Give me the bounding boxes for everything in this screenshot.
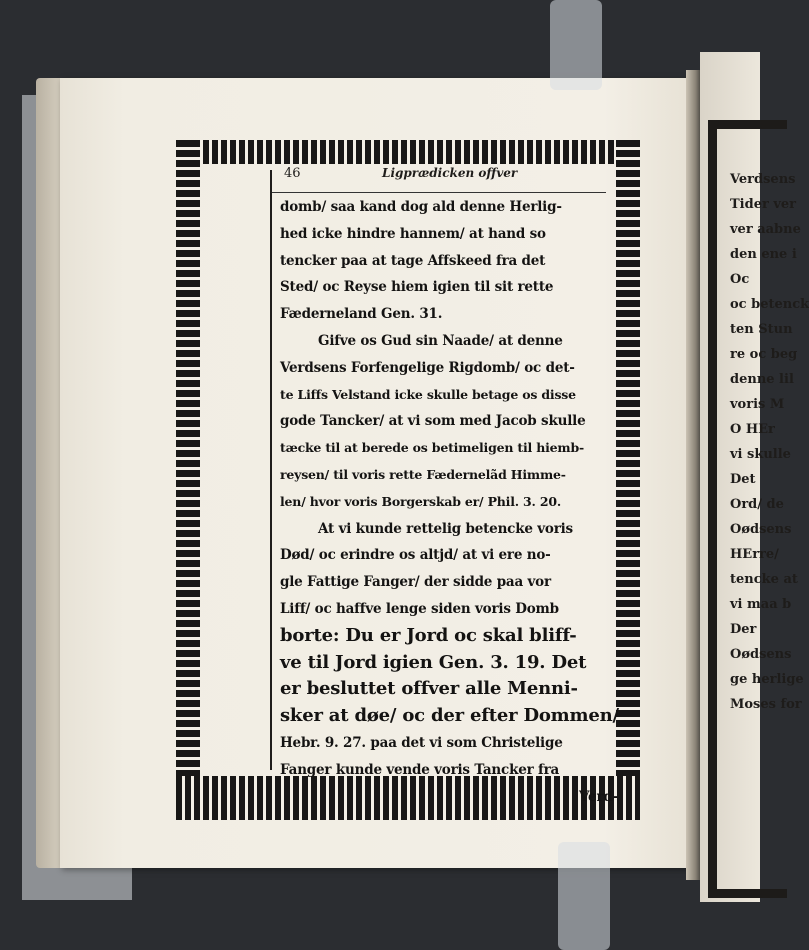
- text-line: Ord/ de: [730, 497, 784, 512]
- facing-page-text: [730, 172, 809, 722]
- text-line: Der: [730, 622, 757, 637]
- text-line: ten Stun: [730, 322, 793, 337]
- text-line: voris M: [730, 397, 785, 412]
- text-line: At vi kunde rettelig betencke voris: [318, 520, 573, 537]
- running-head: Ligprædicken offver: [382, 166, 518, 180]
- text-line: tæcke til at berede os betimeligen til hiemb-: [280, 440, 584, 456]
- text-line: Gifve os Gud sin Naade/ at denne: [318, 332, 563, 349]
- text-line: Hebr. 9. 27. paa det vi som Christelige: [280, 734, 563, 751]
- header-rule: [272, 192, 606, 193]
- text-line: Oc: [730, 272, 750, 287]
- text-line: Det: [730, 472, 756, 487]
- text-line: ge herlige: [730, 672, 804, 687]
- text-line: oc betenck: [730, 297, 809, 312]
- text-line: tencke at: [730, 572, 798, 587]
- text-line: den ene i: [730, 247, 797, 262]
- body-text: [280, 194, 618, 810]
- text-line: er besluttet offver alle Menni-: [280, 678, 578, 700]
- text-line: gode Tancker/ at vi som med Jacob skulle: [280, 413, 586, 430]
- text-line: vi skulle: [730, 447, 791, 462]
- book-clip-bottom: [558, 842, 610, 950]
- text-line: ve til Jord igien Gen. 3. 19. Det: [280, 651, 587, 673]
- facing-page: [700, 52, 809, 902]
- text-line: O HEr: [730, 422, 775, 437]
- left-page: [60, 78, 700, 868]
- catchword: Verd-: [579, 788, 618, 805]
- text-line: hed icke hindre hannem/ at hand so: [280, 225, 546, 242]
- page-content: [176, 140, 640, 820]
- text-line: Tider ver: [730, 197, 797, 212]
- text-line: tencker paa at tage Affskeed fra det: [280, 252, 546, 269]
- text-line: domb/ saa kand dog ald denne Herlig-: [280, 199, 562, 215]
- text-line: Oødsens: [730, 522, 792, 537]
- text-line: gle Fattige Fanger/ der sidde paa vor: [280, 574, 551, 591]
- book-clip-top: [550, 0, 602, 90]
- page-number: 46: [284, 166, 301, 181]
- text-line: denne lil: [730, 372, 794, 387]
- text-line: Død/ oc erindre os altjd/ at vi ere no-: [280, 547, 551, 564]
- text-line: borte: Du er Jord oc skal bliff-: [280, 624, 577, 646]
- text-line: re oc beg: [730, 347, 798, 362]
- text-line: Verdsens Forfengelige Rigdomb/ oc det-: [280, 359, 575, 376]
- text-line: Oødsens: [730, 647, 792, 662]
- text-line: Fanger kunde vende voris Tancker fra: [280, 761, 560, 778]
- text-line: ver aabne: [730, 222, 801, 237]
- text-line: HErre/: [730, 547, 779, 562]
- text-line: te Liffs Velstand icke skulle betage os disse: [280, 386, 576, 402]
- column-rule: [270, 170, 272, 770]
- text-line: Sted/ oc Reyse hiem igien til sit rette: [280, 279, 554, 296]
- text-line: len/ hvor voris Borgerskab er/ Phil. 3. 20.: [280, 493, 562, 509]
- text-line: reysen/ til voris rette Fædernelãd Himme-: [280, 466, 566, 482]
- text-line: Moses for: [730, 697, 802, 712]
- text-line: sker at døe/ oc der efter Dommen/: [280, 705, 619, 727]
- text-line: vi maa b: [730, 597, 792, 612]
- text-line: Liff/ oc haffve lenge siden voris Domb: [280, 600, 559, 617]
- text-line: Fæderneland Gen. 31.: [280, 306, 443, 323]
- text-line: Verdsens: [730, 172, 796, 187]
